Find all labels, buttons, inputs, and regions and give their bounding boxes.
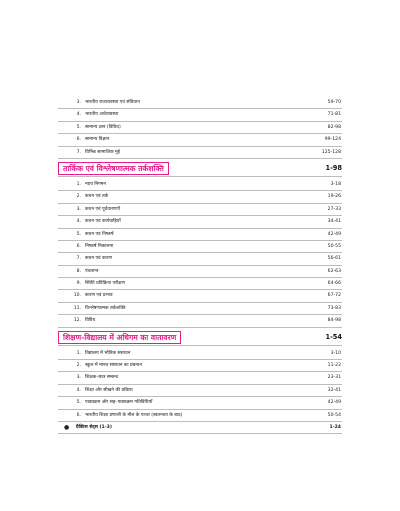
toc-entry-pages: 3-10: [330, 350, 341, 356]
toc-group-reasoning: [58, 179, 342, 328]
toc-entry-label: शिक्षा और सीखने की प्रक्रिया: [85, 387, 133, 393]
toc-entry-number: 2.: [76, 194, 81, 200]
toc-row-practice-sets: [58, 422, 342, 434]
toc-entry-number: 6.: [76, 412, 81, 418]
toc-row: [58, 216, 342, 228]
toc-entry-number: 3.: [76, 375, 81, 381]
toc-entry-label: निष्कर्ष निकालना: [85, 243, 114, 249]
toc-entry-number: 7.: [76, 149, 81, 155]
toc-entry-pages: 99-124: [324, 137, 341, 143]
toc-entry-number: 4.: [76, 112, 81, 118]
toc-entry-pages: 27-33: [327, 206, 341, 212]
toc-row: [58, 315, 342, 327]
section-title: शिक्षण-विद्यालय में अधिगम का वातावरण: [58, 331, 181, 344]
toc-row: [58, 290, 342, 302]
toc-row: [58, 134, 342, 146]
toc-entry-pages: 11-22: [327, 363, 341, 369]
toc-row: [58, 204, 342, 216]
toc-entry-label: कथन एवं कारण: [85, 256, 112, 262]
toc-entry-pages: 3-18: [330, 181, 341, 187]
toc-entry-label: स्थिति प्रतिक्रिया परीक्षण: [85, 281, 125, 287]
toc-entry-label: विविध: [85, 318, 96, 324]
toc-row: [58, 385, 342, 397]
toc-entry-number: 6.: [76, 137, 81, 143]
toc-row: [58, 241, 342, 253]
toc-entry-number: 2.: [76, 363, 81, 369]
toc-row: [58, 229, 342, 241]
toc-entry-label: भारतीय राजव्यवस्था एवं संविधान: [85, 100, 140, 105]
section-header-school: [58, 330, 342, 346]
toc-row: [58, 397, 342, 409]
toc-row: [58, 266, 342, 278]
toc-entry-pages: 67-72: [327, 293, 341, 299]
toc-entry-label: प्रैक्टिस सेट्स (1-3): [76, 424, 112, 430]
toc-entry-number: 10.: [73, 293, 81, 299]
toc-group-general: [58, 97, 342, 159]
toc-row: [58, 348, 342, 360]
toc-entry-label: विभिन्न सामाजिक मुद्दे: [85, 149, 121, 155]
toc-entry-number: 5.: [76, 231, 81, 237]
toc-entry-pages: 42-49: [327, 231, 341, 237]
toc-entry-label: न्याय निगमन: [85, 181, 106, 187]
toc-entry-label: सामान्य ज्ञान (विविध): [85, 124, 121, 130]
toc-entry-number: 1.: [76, 350, 81, 356]
toc-entry-pages: 59-70: [327, 100, 341, 105]
toc-entry-label: भारतीय शिक्षा प्रणाली के मील के पत्थर (स्वतन्त्रता के बाद): [85, 412, 183, 418]
toc-row: [58, 147, 342, 159]
toc-entry-label: शिक्षक–छात्र सम्बन्ध: [85, 375, 119, 381]
toc-row: [58, 410, 342, 422]
toc-entry-number: 4.: [76, 219, 81, 225]
toc-entry-pages: 62-63: [327, 268, 341, 274]
toc-entry-number: 12.: [73, 318, 81, 324]
toc-entry-pages: 125-128: [321, 149, 341, 155]
toc-entry-number: 4.: [76, 387, 81, 393]
toc-entry-pages: 64-66: [327, 281, 341, 287]
table-of-contents: [58, 97, 342, 434]
toc-entry-label: विद्यालय में भौतिक संसाधन: [85, 350, 131, 356]
toc-entry-label: पाठ्यक्रम और सह–पाठ्यक्रम गतिविधियाँ: [85, 400, 153, 406]
toc-row: [58, 179, 342, 191]
toc-entry-number: 5.: [76, 124, 81, 130]
toc-entry-number: 1.: [76, 181, 81, 187]
bullet-marker: ●: [64, 423, 70, 431]
toc-entry-pages: 19-26: [327, 194, 341, 200]
toc-row: [58, 278, 342, 290]
toc-entry-pages: 50-55: [327, 243, 341, 249]
toc-entry-number: 9.: [76, 281, 81, 287]
toc-entry-pages: 32-41: [327, 387, 341, 393]
toc-entry-number: 11.: [73, 305, 81, 311]
toc-entry-label: कथन एवं कार्यवाहियाँ: [85, 219, 121, 225]
section-header-reasoning: [58, 161, 342, 177]
section-page-range: 1-98: [325, 164, 342, 173]
section-page-range: 1-54: [325, 333, 342, 342]
toc-entry-number: 6.: [76, 243, 81, 249]
toc-row: [58, 360, 342, 372]
toc-entry-label: विश्लेषणात्मक तर्कशक्ति: [85, 305, 126, 311]
toc-entry-label: कथन एवं पूर्वधारणाएँ: [85, 206, 121, 212]
toc-entry-pages: 50-54: [327, 412, 341, 418]
toc-row: [58, 122, 342, 134]
toc-entry-pages: 56-61: [327, 256, 341, 262]
toc-entry-pages: 82-98: [327, 124, 341, 130]
toc-entry-number: 3.: [76, 100, 81, 105]
section-title: तार्किक एवं विश्लेषणात्मक तर्कशक्ति: [58, 162, 169, 175]
toc-entry-pages: 73-83: [327, 305, 341, 311]
toc-entry-label: कथन एवं निष्कर्ष: [85, 231, 114, 237]
toc-entry-number: 5.: [76, 400, 81, 406]
toc-entry-number: 8.: [76, 268, 81, 274]
toc-row: [58, 97, 342, 109]
toc-entry-pages: 34-41: [327, 219, 341, 225]
toc-entry-pages: 42-49: [327, 400, 341, 406]
toc-entry-number: 3.: [76, 206, 81, 212]
toc-entry-label: कारण एवं प्रभाव: [85, 293, 113, 299]
toc-row: [58, 372, 342, 384]
toc-entry-label: पंचतान्त्र: [85, 268, 99, 274]
toc-row: [58, 303, 342, 315]
toc-entry-pages: 71-81: [327, 112, 341, 118]
toc-row: [58, 191, 342, 203]
toc-entry-pages: 23-31: [327, 375, 341, 381]
toc-entry-pages: 1-24: [329, 424, 341, 430]
toc-row: [58, 109, 342, 121]
toc-entry-number: 7.: [76, 256, 81, 262]
toc-entry-label: कथन एवं तर्क: [85, 194, 109, 200]
toc-row: [58, 253, 342, 265]
toc-entry-label: स्कूल में मानव संसाधन का प्रबन्धन: [85, 363, 142, 369]
toc-group-school: [58, 348, 342, 422]
toc-entry-pages: 84-98: [327, 318, 341, 324]
toc-entry-label: भारतीय अर्थव्यवस्था: [85, 112, 119, 118]
toc-entry-label: सामान्य विज्ञान: [85, 137, 110, 143]
